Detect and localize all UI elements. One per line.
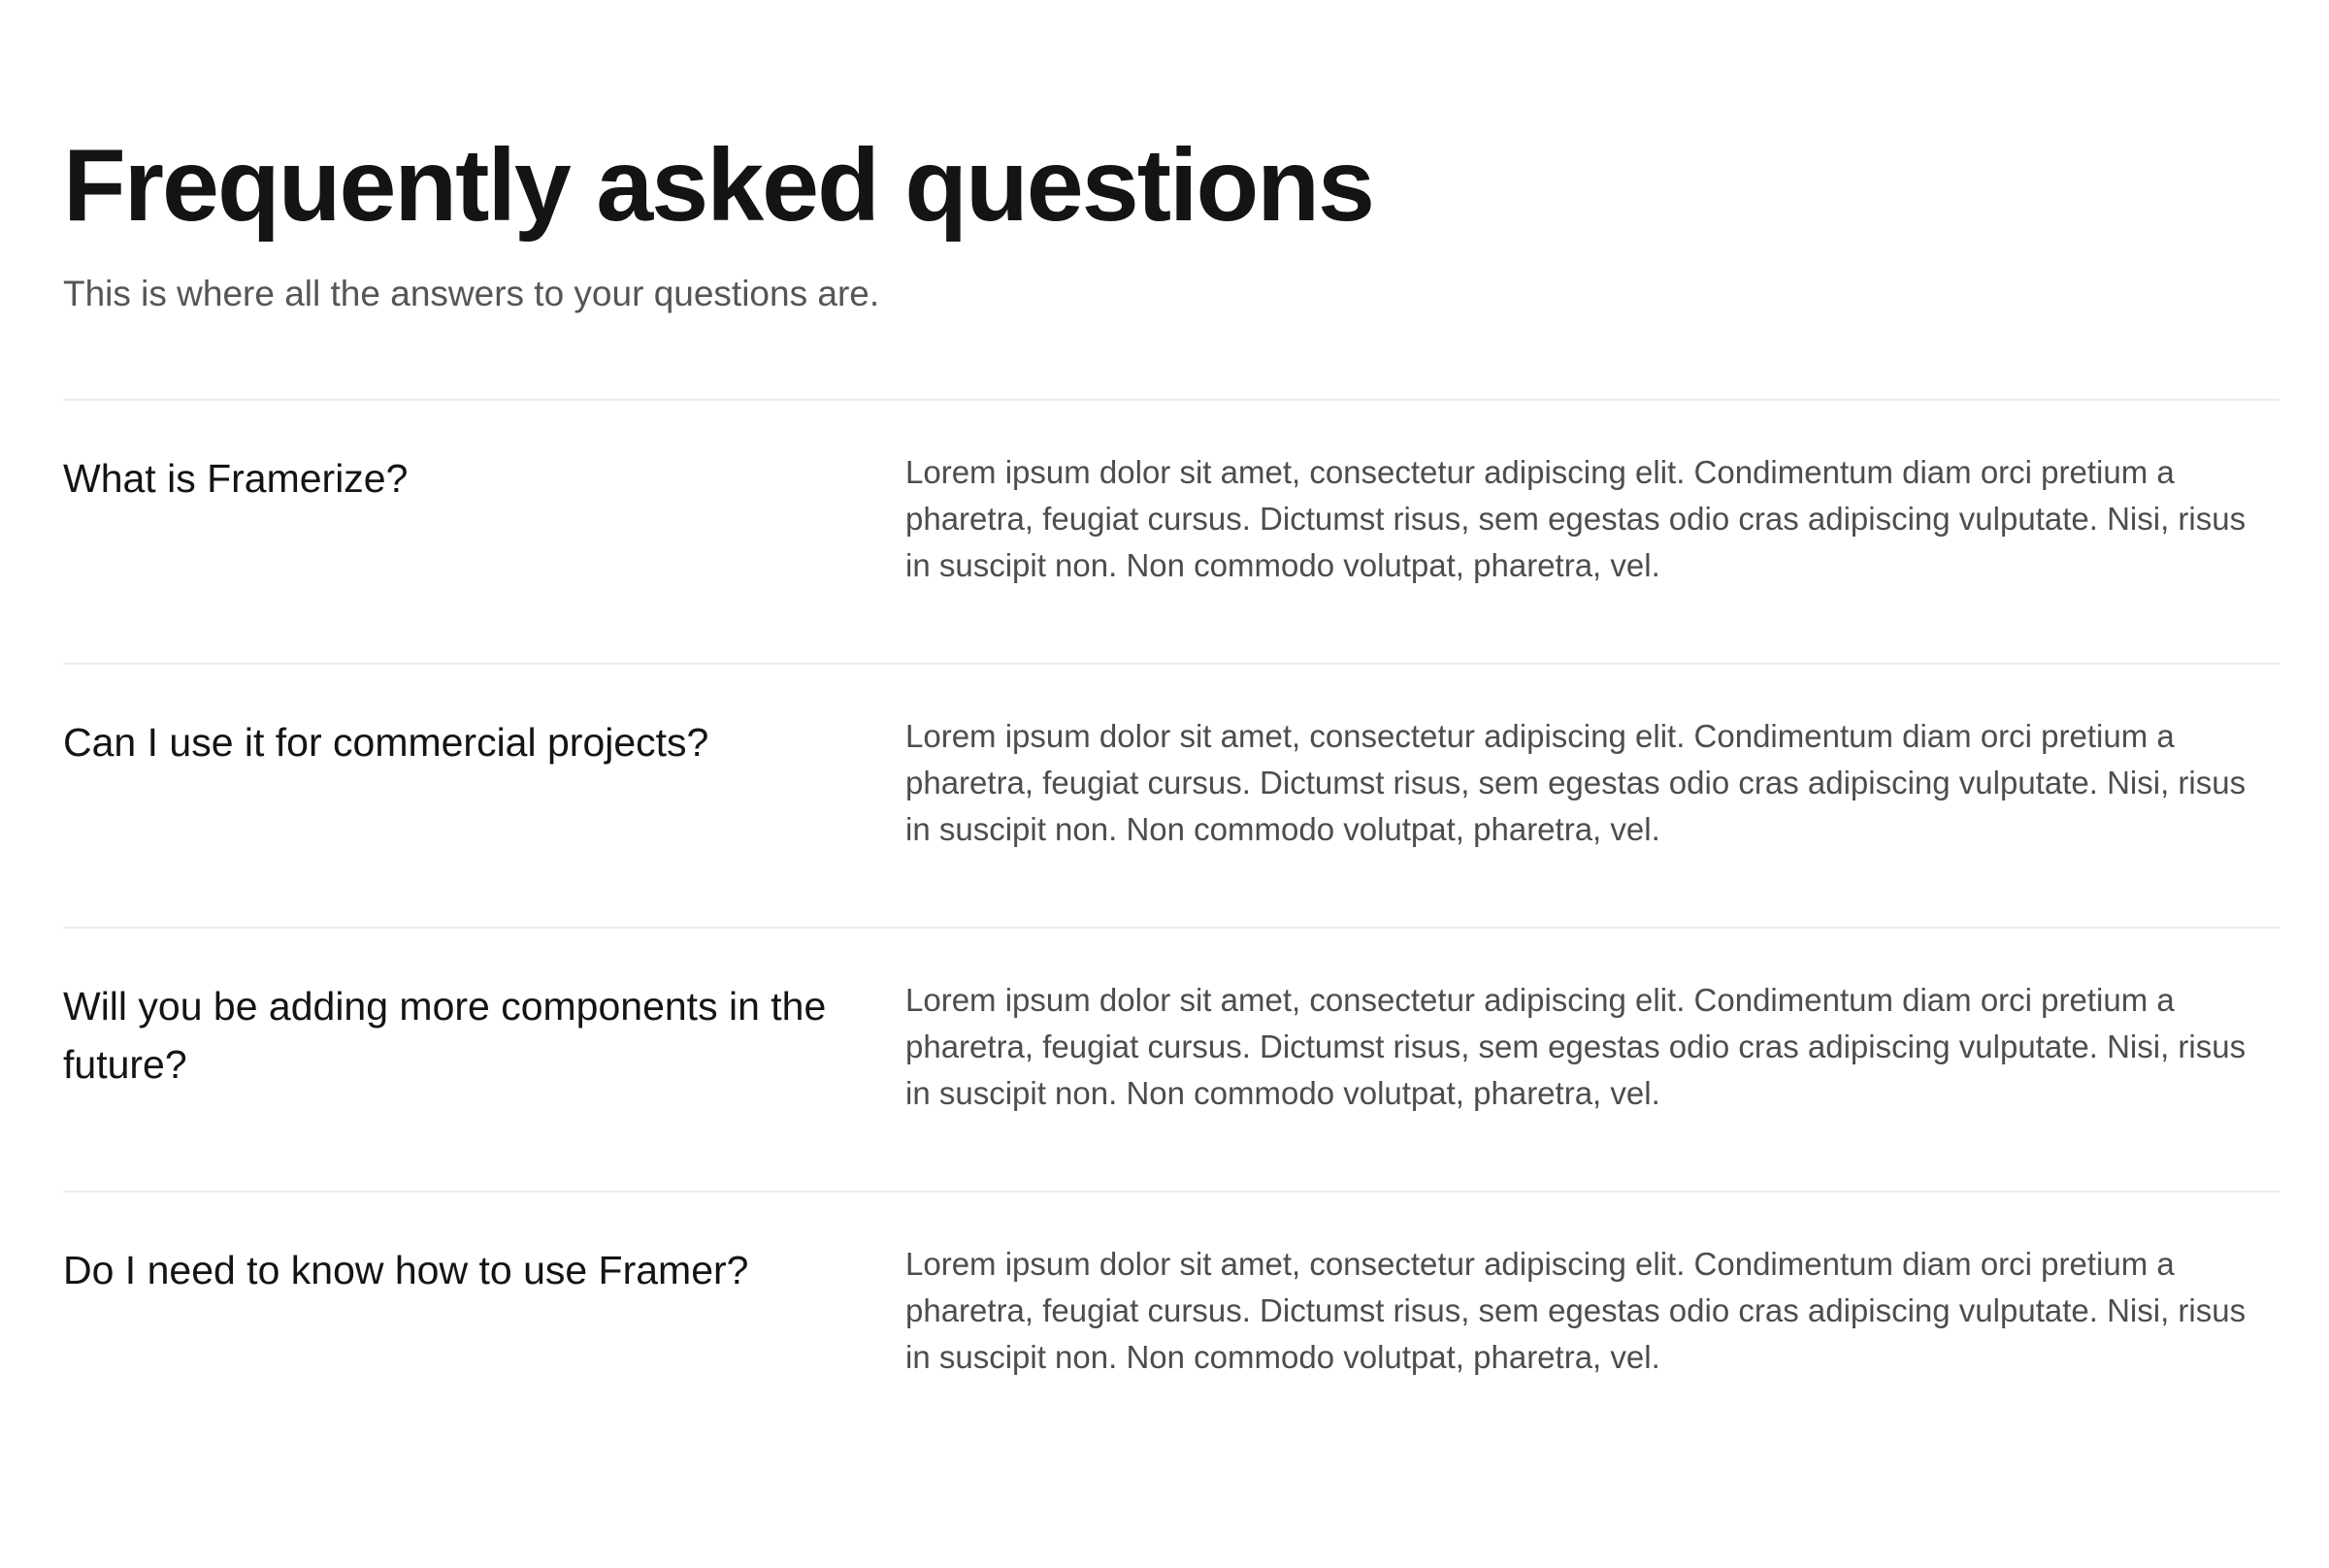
faq-item-more-components[interactable] xyxy=(63,929,2280,1192)
faq-answer: Lorem ipsum dolor sit amet, consectetur adipiscing elit. Condimentum diam orci pretium a pharetra, feugiat cursus. Dictumst risus, sem egestas odio cras adipiscing vulputate. Nisi, risus in suscipit non. Non commodo volutpat, pharetra, vel. xyxy=(905,718,2247,847)
faq-item-commercial-projects[interactable] xyxy=(63,665,2280,929)
faq-answer: Lorem ipsum dolor sit amet, consectetur adipiscing elit. Condimentum diam orci pretium a pharetra, feugiat cursus. Dictumst risus, sem egestas odio cras adipiscing vulputate. Nisi, risus in suscipit non. Non commodo volutpat, pharetra, vel. xyxy=(905,982,2247,1111)
faq-section xyxy=(63,0,2280,1456)
faq-list xyxy=(63,399,2280,1456)
faq-question: Can I use it for commercial projects? xyxy=(63,720,709,765)
page-title: Frequently asked questions xyxy=(63,128,1373,243)
faq-question: Will you be adding more components in the future? xyxy=(63,984,827,1087)
faq-answer: Lorem ipsum dolor sit amet, consectetur adipiscing elit. Condimentum diam orci pretium a pharetra, feugiat cursus. Dictumst risus, sem egestas odio cras adipiscing vulputate. Nisi, risus in suscipit non. Non commodo volutpat, pharetra, vel. xyxy=(905,1246,2247,1375)
page-subtitle: This is where all the answers to your questions are. xyxy=(63,274,880,313)
faq-item-what-is-framerize[interactable] xyxy=(63,401,2280,665)
faq-item-know-framer[interactable] xyxy=(63,1192,2280,1456)
faq-answer: Lorem ipsum dolor sit amet, consectetur adipiscing elit. Condimentum diam orci pretium a pharetra, feugiat cursus. Dictumst risus, sem egestas odio cras adipiscing vulputate. Nisi, risus in suscipit non. Non commodo volutpat, pharetra, vel. xyxy=(905,454,2247,583)
faq-question: What is Framerize? xyxy=(63,456,409,501)
faq-question: Do I need to know how to use Framer? xyxy=(63,1248,749,1292)
